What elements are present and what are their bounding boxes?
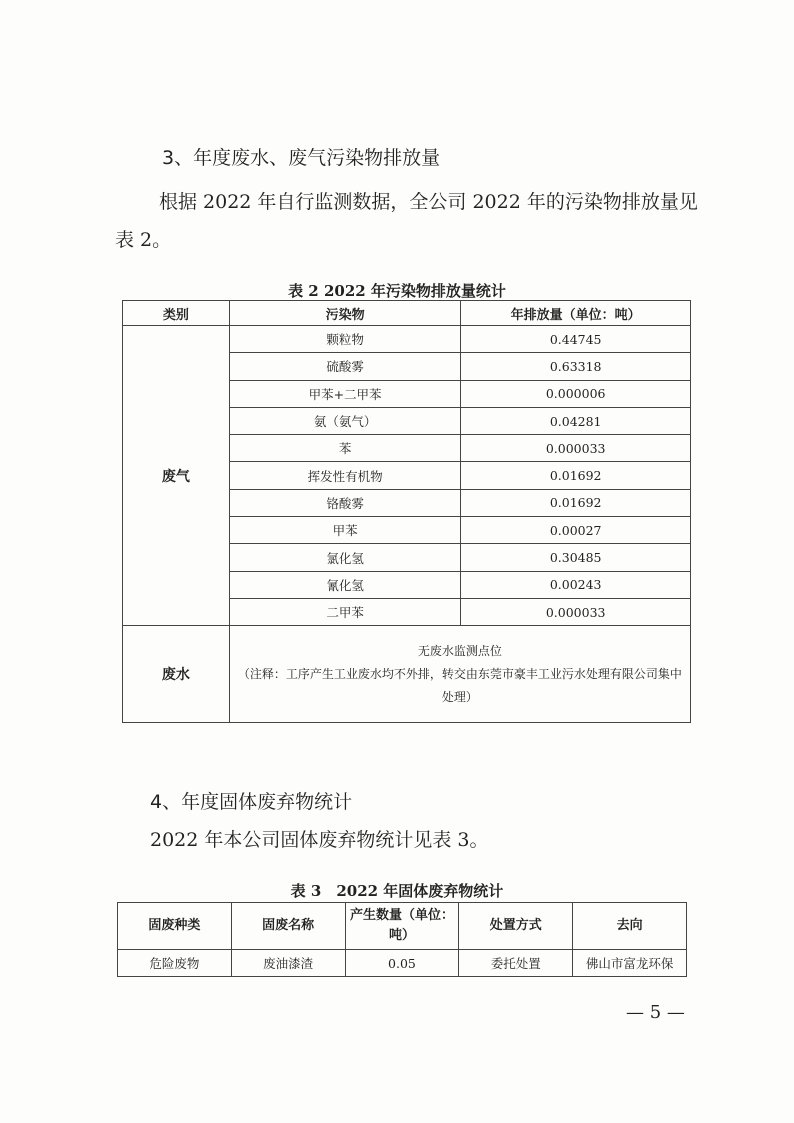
pollutant-cell: 铬酸雾 — [229, 489, 461, 516]
header-annual-emission: 年排放量（单位：吨） — [461, 301, 691, 326]
cell-waste-type: 危险废物 — [118, 950, 232, 977]
category-water: 废水 — [123, 626, 230, 723]
pollutant-cell: 挥发性有机物 — [229, 462, 461, 489]
table-3-caption: 表 3 2022 年固体废弃物统计 — [290, 882, 504, 900]
emission-value-cell: 0.000033 — [461, 435, 691, 462]
cell-destination: 佛山市富龙环保 — [573, 950, 687, 977]
table-row — [123, 626, 691, 723]
section-4-paragraph: 2022 年本公司固体废弃物统计见表 3。 — [150, 829, 489, 851]
pollutant-cell: 甲苯 — [229, 517, 461, 544]
header-destination: 去向 — [573, 903, 687, 950]
solid-waste-table — [117, 902, 687, 977]
pollutant-cell: 氰化氢 — [229, 571, 461, 598]
pollutant-cell: 甲苯+二甲苯 — [229, 380, 461, 407]
emission-value-cell: 0.30485 — [461, 544, 691, 571]
emission-value-cell: 0.000006 — [461, 380, 691, 407]
emission-value-cell: 0.00027 — [461, 517, 691, 544]
table-row — [118, 950, 687, 977]
header-quantity: 产生数量（单位：吨） — [345, 903, 459, 950]
header-pollutant: 污染物 — [229, 301, 461, 326]
pollutant-cell: 氯化氢 — [229, 544, 461, 571]
table-row — [123, 326, 691, 353]
emission-value-cell: 0.44745 — [461, 326, 691, 353]
category-gas: 废气 — [123, 326, 230, 626]
page-number: — 5 — — [626, 1002, 685, 1023]
cell-waste-name: 废油漆渣 — [231, 950, 345, 977]
pollutant-cell: 颗粒物 — [229, 326, 461, 353]
water-note-line1: 无废水监测点位 — [417, 643, 502, 658]
cell-disposal-method: 委托处置 — [459, 950, 573, 977]
table-header-row — [118, 903, 687, 950]
table-2-caption: 表 2 2022 年污染物排放量统计 — [288, 282, 506, 300]
header-waste-type: 固废种类 — [118, 903, 232, 950]
water-note-line2: （注释：工序产生工业废水均不外排，转交由东莞市豪丰工业污水处理有限公司集中处理） — [237, 666, 682, 704]
pollutant-cell: 硫酸雾 — [229, 353, 461, 380]
section-4-heading: 4、年度固体废弃物统计 — [150, 791, 353, 813]
water-note-cell — [229, 626, 690, 723]
pollutant-cell: 苯 — [229, 435, 461, 462]
header-category: 类别 — [123, 301, 230, 326]
emission-value-cell: 0.000033 — [461, 598, 691, 625]
pollutant-cell: 氨（氨气） — [229, 407, 461, 434]
emission-value-cell: 0.04281 — [461, 407, 691, 434]
emission-value-cell: 0.01692 — [461, 462, 691, 489]
pollutant-emissions-table — [122, 300, 691, 723]
pollutant-cell: 二甲苯 — [229, 598, 461, 625]
cell-quantity: 0.05 — [345, 950, 459, 977]
section-3-heading: 3、年度废水、废气污染物排放量 — [162, 147, 441, 169]
header-disposal-method: 处置方式 — [459, 903, 573, 950]
emission-value-cell: 0.00243 — [461, 571, 691, 598]
emission-value-cell: 0.63318 — [461, 353, 691, 380]
table-header-row — [123, 301, 691, 326]
emission-value-cell: 0.01692 — [461, 489, 691, 516]
header-waste-name: 固废名称 — [231, 903, 345, 950]
section-3-paragraph: 根据 2022 年自行监测数据，全公司 2022 年的污染物排放量见表 2。 — [115, 191, 698, 251]
